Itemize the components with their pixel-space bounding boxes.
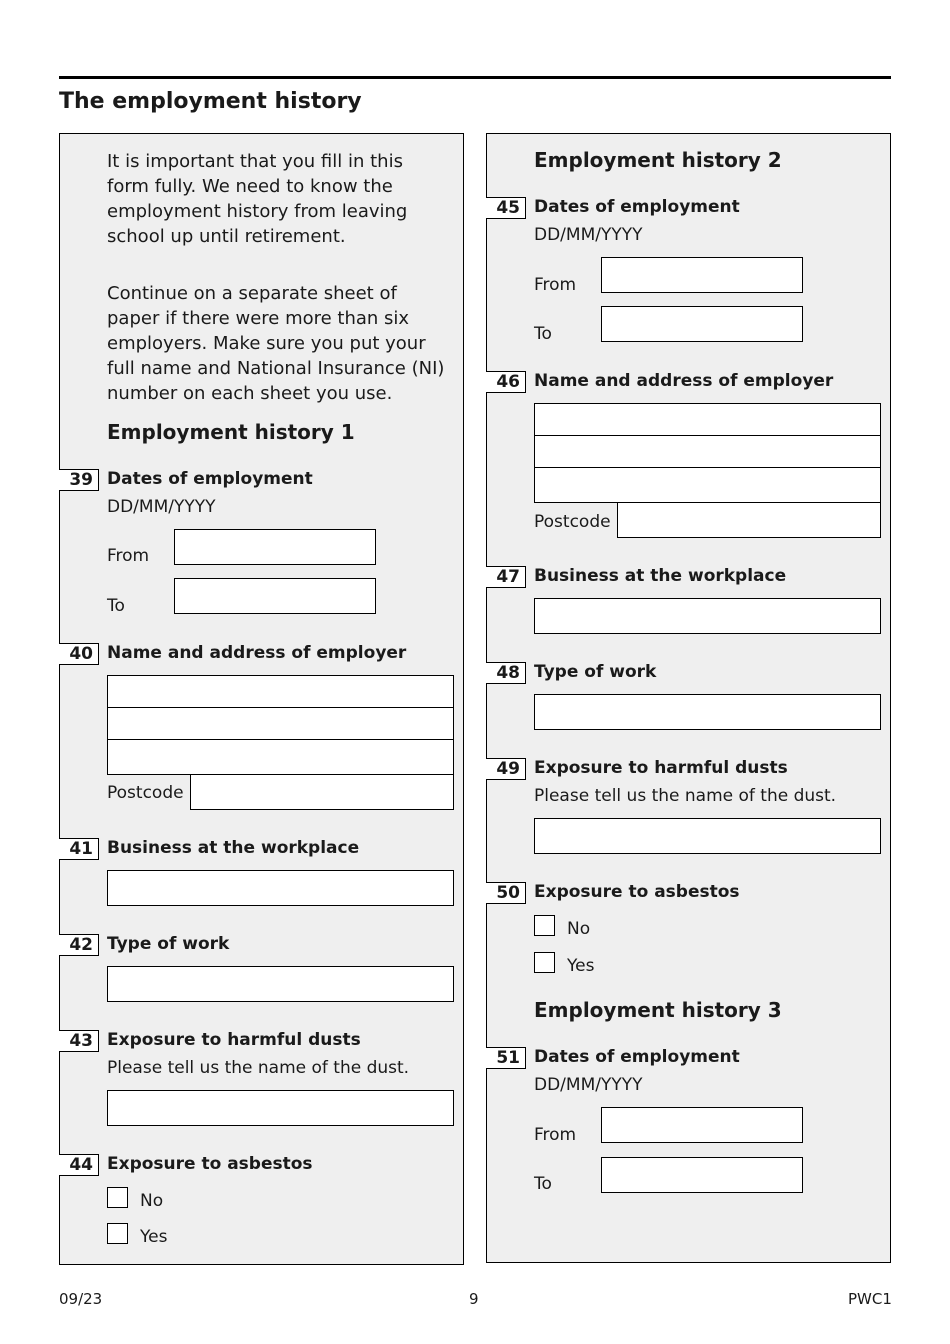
q51-label: Dates of employment: [534, 1047, 740, 1067]
q51-to-date-input[interactable]: [601, 1157, 803, 1193]
q46-label: Name and address of employer: [534, 371, 834, 391]
q40-label: Name and address of employer: [107, 643, 407, 663]
q51-date-format: DD/MM/YYYY: [534, 1075, 643, 1095]
q46-address-line-3[interactable]: [534, 467, 881, 503]
q43-label: Exposure to harmful dusts: [107, 1030, 361, 1050]
question-number-49: 49: [486, 758, 526, 780]
q46-address-line-2[interactable]: [534, 435, 881, 468]
question-number-51: 51: [486, 1047, 526, 1069]
intro-line: full name and National Insurance (NI): [107, 358, 445, 379]
q45-from-date-input[interactable]: [601, 257, 803, 293]
q48-label: Type of work: [534, 662, 657, 682]
footer-page-number: 9: [469, 1290, 479, 1308]
question-number-39: 39: [59, 469, 99, 491]
q43-hint: Please tell us the name of the dust.: [107, 1058, 410, 1078]
intro-line: Continue on a separate sheet of: [107, 283, 397, 304]
q44-no-checkbox[interactable]: [107, 1187, 128, 1208]
intro-line: employment history from leaving: [107, 201, 408, 222]
q45-label: Dates of employment: [534, 197, 740, 217]
q51-from-date-input[interactable]: [601, 1107, 803, 1143]
q39-label: Dates of employment: [107, 469, 313, 489]
q51-to-label: To: [534, 1174, 552, 1194]
history3-heading: Employment history 3: [534, 998, 782, 1022]
q49-dust-input[interactable]: [534, 818, 881, 854]
q51-from-label: From: [534, 1125, 577, 1145]
q46-postcode-label: Postcode: [534, 512, 611, 532]
q40-address-line-1[interactable]: [107, 675, 454, 708]
intro-line: It is important that you fill in this: [107, 151, 403, 172]
q44-label: Exposure to asbestos: [107, 1154, 313, 1174]
q50-label: Exposure to asbestos: [534, 882, 740, 902]
q45-date-format: DD/MM/YYYY: [534, 225, 643, 245]
q46-address-line-1[interactable]: [534, 403, 881, 436]
question-number-43: 43: [59, 1030, 99, 1052]
q50-no-checkbox[interactable]: [534, 915, 555, 936]
q40-postcode-label: Postcode: [107, 783, 184, 803]
q39-from-label: From: [107, 546, 150, 566]
intro-line: employers. Make sure you put your: [107, 333, 426, 354]
q48-type-of-work-input[interactable]: [534, 694, 881, 730]
top-rule: [59, 76, 891, 79]
q45-to-label: To: [534, 324, 552, 344]
question-number-40: 40: [59, 643, 99, 665]
q49-hint: Please tell us the name of the dust.: [534, 786, 837, 806]
q40-address-line-2[interactable]: [107, 707, 454, 740]
question-number-50: 50: [486, 882, 526, 904]
intro-line: school up until retirement.: [107, 226, 346, 247]
q39-date-format: DD/MM/YYYY: [107, 497, 216, 517]
question-number-42: 42: [59, 934, 99, 956]
question-number-47: 47: [486, 566, 526, 588]
question-number-44: 44: [59, 1154, 99, 1176]
q39-to-label: To: [107, 596, 125, 616]
q44-no-label: No: [140, 1191, 164, 1211]
q45-to-date-input[interactable]: [601, 306, 803, 342]
history1-heading: Employment history 1: [107, 420, 355, 444]
q41-business-input[interactable]: [107, 870, 454, 906]
q49-label: Exposure to harmful dusts: [534, 758, 788, 778]
q39-from-date-input[interactable]: [174, 529, 376, 565]
q44-yes-checkbox[interactable]: [107, 1223, 128, 1244]
q44-yes-label: Yes: [140, 1227, 168, 1247]
intro-paragraph-1: [107, 149, 407, 249]
section-title: The employment history: [59, 89, 362, 114]
q46-postcode-input[interactable]: [617, 502, 881, 538]
q47-label: Business at the workplace: [534, 566, 787, 586]
question-number-46: 46: [486, 371, 526, 393]
q50-yes-checkbox[interactable]: [534, 952, 555, 973]
q50-no-label: No: [567, 919, 591, 939]
q42-label: Type of work: [107, 934, 230, 954]
q47-business-input[interactable]: [534, 598, 881, 634]
intro-paragraph-2: [107, 281, 444, 406]
intro-line: form fully. We need to know the: [107, 176, 393, 197]
question-number-48: 48: [486, 662, 526, 684]
question-number-45: 45: [486, 197, 526, 219]
intro-line: paper if there were more than six: [107, 308, 410, 329]
q40-postcode-input[interactable]: [190, 774, 454, 810]
question-number-41: 41: [59, 838, 99, 860]
q45-from-label: From: [534, 275, 577, 295]
intro-line: number on each sheet you use.: [107, 383, 393, 404]
footer-form-code: PWC1: [848, 1290, 892, 1308]
q39-to-date-input[interactable]: [174, 578, 376, 614]
q43-dust-input[interactable]: [107, 1090, 454, 1126]
q41-label: Business at the workplace: [107, 838, 360, 858]
q50-yes-label: Yes: [567, 956, 595, 976]
history2-heading: Employment history 2: [534, 148, 782, 172]
q40-address-line-3[interactable]: [107, 739, 454, 775]
q42-type-of-work-input[interactable]: [107, 966, 454, 1002]
footer-date-code: 09/23: [59, 1290, 103, 1308]
